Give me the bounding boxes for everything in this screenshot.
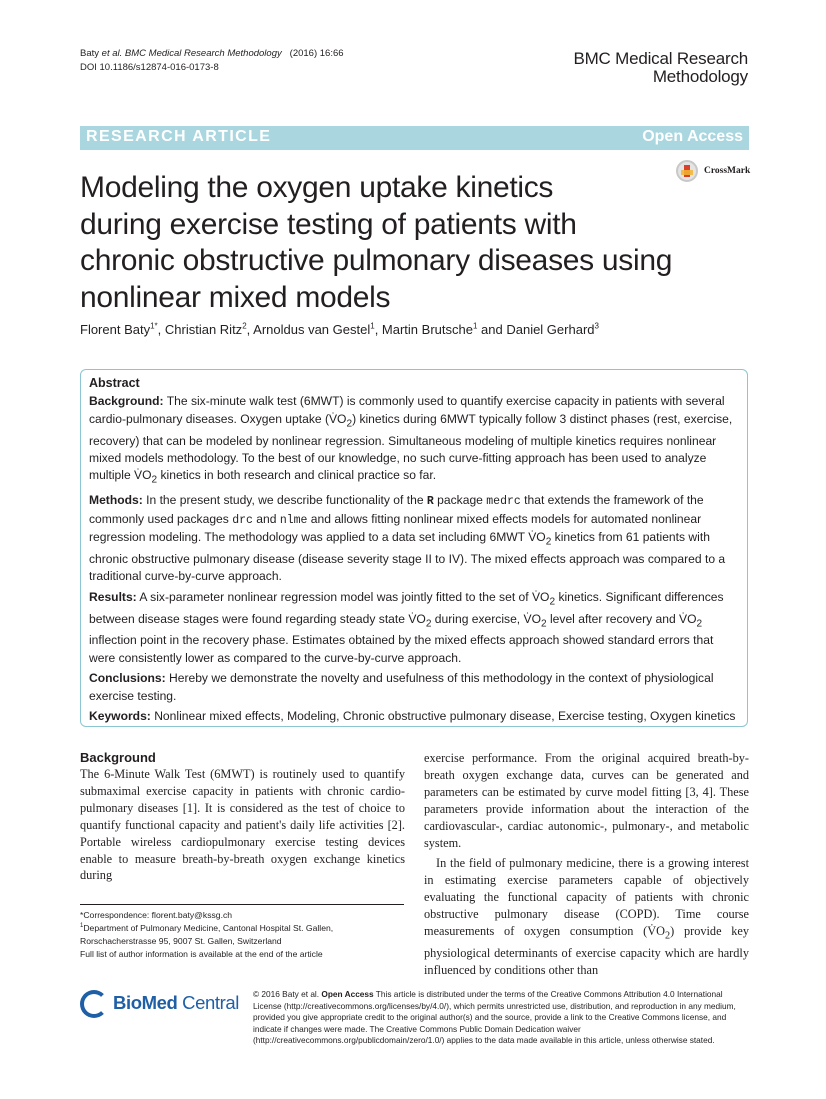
journal-line-2: Methodology [652,67,748,86]
author-separator: , [157,322,165,337]
text: In the field of pulmonary medicine, there is a growing interest in estimating exercise parameters capable of objectively evaluating the functional capacity of patients with chronic obstructive pulmonary disease (COPD). Time course measurements of oxygen consumption (V̇O [424,856,749,939]
footnotes [80,909,410,961]
abstract-conclusions [89,670,739,705]
footnote-divider [80,904,404,905]
article-type-band [80,126,749,150]
subscript: 2 [425,617,432,629]
author-affiliation: 3 [594,321,599,331]
text: and allows fitting nonlinear mixed effects models for automated nonlinear regression modeling. The methodology was applied to a data set including 6MWT V̇O [89,511,702,545]
biomed-central-logo [80,990,240,1018]
text: A six-parameter nonlinear regression model was jointly fitted to the set of V̇O [139,589,550,604]
article-type: RESEARCH ARTICLE [86,128,272,145]
affiliation [80,922,410,935]
body-column-left [80,750,405,884]
text: during exercise, V̇O [431,611,542,626]
author-list [80,321,740,338]
logo-text [113,992,239,1014]
journal-line-1: BMC Medical Research [573,49,748,68]
text: ) kinetics during 6MWT typically follow 3 distinct phases (rest, exercise, recovery) that can be modeled by nonlinear regression. Simultaneous modeling of multiple kinetics requires nonlinear mixed models methodology. To the best of our knowledge, no such curve-fitting approach has been used to analyze multiple V̇O [89,411,733,483]
section-label: Keywords: [89,708,151,723]
package-name: drc [232,513,253,527]
text: kinetics from 61 patients with chronic obstructive pulmonary disease (disease severity stage II to IV). The mixed effects approach was compared to a traditional curve-by-curve approach. [89,530,726,584]
abstract-keywords [89,708,739,725]
author-name: Christian Ritz [164,322,243,337]
author-affiliation: 1 [472,321,478,331]
r-language: R [426,495,434,509]
title-line: nonlinear mixed models [80,280,391,314]
crossmark-label: CrossMark [704,166,751,176]
section-heading-background: Background [80,750,156,765]
author-name: Martin Brutsche [381,322,473,337]
body-paragraph: The 6-Minute Walk Test (6MWT) is routinely used to quantify submaximal exercise capacity in patients with chronic cardio-pulmonary diseases [1]. It is considered as the test of choice to quantify functional capacity and patient's daily life activities [2]. Portable wireless cardiopulmonary exercise testing devices enable to measure breath-by-breath oxygen exchange kinetics during [80,767,405,883]
author-separator: , [374,322,382,337]
author-info-note: Full list of author information is available at the end of the article [80,949,323,959]
author-name: Arnoldus van Gestel [253,322,371,337]
subscript: 2 [696,617,703,629]
subscript: 2 [549,596,556,608]
article-title [80,170,740,316]
text: kinetics in both research and clinical practice so far. [157,468,437,483]
abstract-background [89,393,739,489]
author-name: Florent Baty [80,322,151,337]
body-paragraph: exercise performance. From the original acquired breath-by-breath oxygen exchange data, curves can be generated and parameters can be estimated by curve model fitting [3, 4]. These parameters provide information about the interaction of the cardiovascular-, cardiac autonomic-, pulmonary-, and metabolic system. [424,751,749,850]
logo-bio: BioMed [113,992,178,1013]
text: kinetics. Significant differences between disease stages were found regarding steady state V̇O [89,589,724,626]
text: Hereby we demonstrate the novelty and usefulness of this methodology in the context of physiological exercise testing. [89,671,714,703]
package-name: medrc [486,495,521,509]
subscript: 2 [346,418,353,430]
text: Nonlinear mixed effects, Modeling, Chronic obstructive pulmonary disease, Exercise testing, Oxygen kinetics [154,708,736,723]
correspondence: *Correspondence: florent.baty@kssg.ch [80,910,233,920]
doi[interactable]: DOI 10.1186/s12874-016-0173-8 [80,62,219,73]
title-line: during exercise testing of patients with [80,207,577,241]
text: package [433,493,487,508]
license-text [253,989,749,1047]
subscript: 2 [545,536,552,548]
citation-etal: et al. [101,48,123,59]
section-label: Methods: [89,493,143,508]
text: ) provide key physiological determinants of exercise capacity which are hardly influenced by conditions other than [424,924,749,978]
abstract-box [80,369,748,727]
author-separator: , [246,322,254,337]
section-label: Conclusions: [89,671,166,686]
text: The six-minute walk test (6MWT) is commonly used to quantify exercise capacity in patients with several cardio-pulmonary diseases. Oxygen uptake (V̇O [89,394,725,426]
body-column-right [424,750,749,979]
text: that extends the framework of the commonly used packages [89,493,704,526]
text: © 2016 Baty et al. [253,989,322,999]
journal-name [573,50,748,86]
citation-header [80,47,344,75]
text: and [252,511,280,526]
section-label: Background: [89,394,164,409]
section-label: Results: [89,589,137,604]
author-separator: and [477,322,507,337]
affiliation-address: Rorschacherstrasse 95, 9007 St. Gallen, Switzerland [80,936,282,946]
title-line: chronic obstructive pulmonary diseases using [80,244,673,277]
citation-year: (2016) 16:66 [289,48,344,59]
abstract-results [89,589,739,667]
author-affiliation: 1* [150,321,158,331]
author-name: Daniel Gerhard [506,322,595,337]
logo-central: Central [177,992,239,1013]
author-affiliation: 1 [370,321,375,331]
text: In the present study, we describe functionality of the [146,493,427,508]
package-name: nlme [279,513,308,527]
text: inflection point in the recovery phase. Estimates obtained by the mixed effects approach showed standard errors that were consistently lower as compared to the curve-by-curve approach. [89,633,714,665]
abstract-heading: Abstract [89,376,140,390]
subscript: 2 [541,617,547,629]
title-line: Modeling the oxygen uptake kinetics [80,171,554,204]
biomed-central-ring-icon [80,990,108,1018]
subscript: 2 [151,474,158,486]
body-paragraph [424,855,749,979]
abstract-methods [89,492,739,585]
affiliation-number: 1 [80,923,84,930]
citation-authors: Baty [80,48,100,59]
open-access-bold: Open Access [321,989,374,999]
open-access-label: Open Access [642,128,743,145]
text: Department of Pulmonary Medicine, Cantonal Hospital St. Gallen, [83,923,334,933]
citation-journal: BMC Medical Research Methodology [124,48,282,59]
subscript: 2 [665,930,671,942]
text: level after recovery and V̇O [546,611,697,626]
text: This article is distributed under the terms of the Creative Commons Attribution 4.0 International License (http://creativecommons.org/licenses/by/4.0/), which permits unrestricted use, distribution, and reproduction in any medium, provided you give appropriate credit to the original author(s) and the source, provide a link to the Creative Commons license, and indicate if changes were made. The Creative Commons Public Domain Dedication waiver (http://creativecommons.org/publicdomain/zero/1.0/) applies to the data made available in this article, unless otherwise stated. [253,989,736,1046]
author-affiliation: 2 [242,321,247,331]
